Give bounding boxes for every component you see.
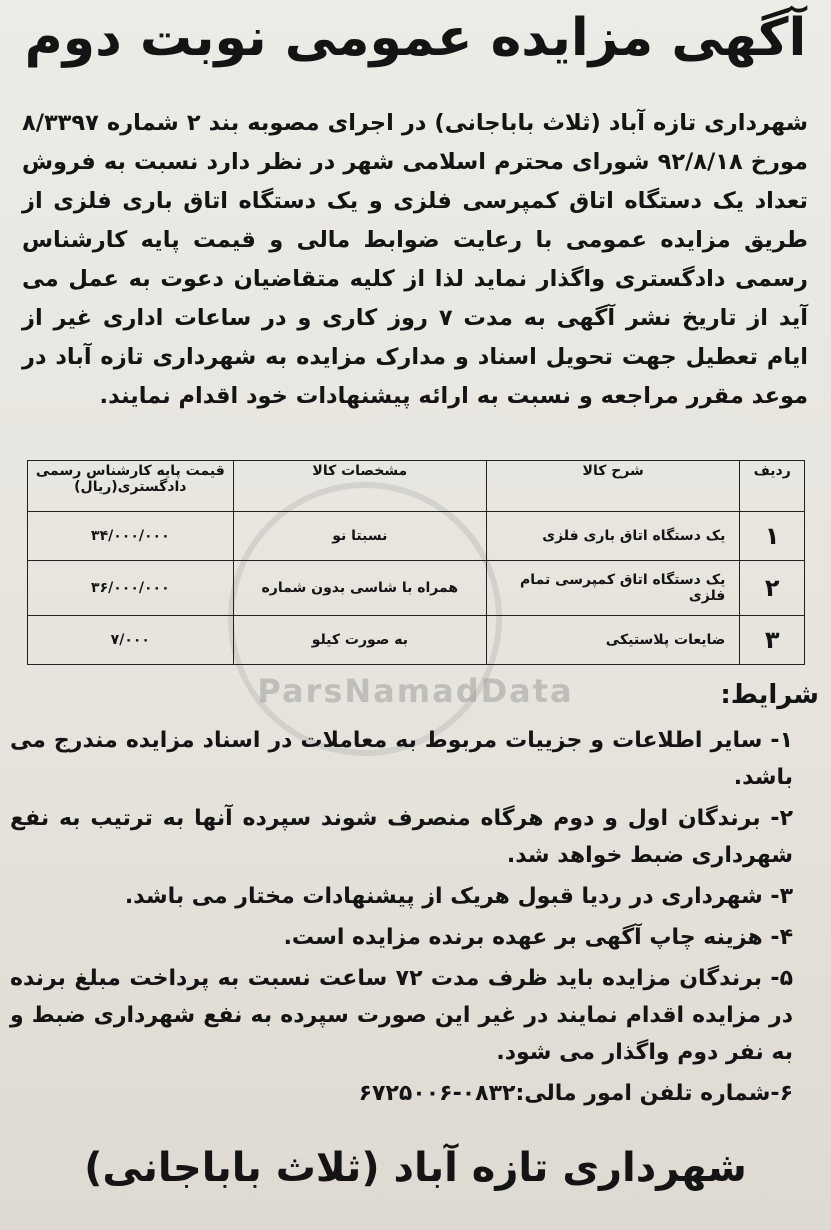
row-price: ۳۴/۰۰۰/۰۰۰ bbox=[28, 512, 234, 561]
row-description: یک دستگاه اتاق کمپرسی تمام فلزی bbox=[487, 561, 740, 616]
municipality-signature: شهرداری تازه آباد (ثلاث باباجانی) bbox=[84, 1145, 747, 1191]
header-specs: مشخصات کالا bbox=[233, 461, 486, 512]
conditions-heading: شرایط: bbox=[720, 680, 819, 710]
condition-item: ۵- برندگان مزایده باید ظرف مدت ۷۲ ساعت نسبت به پرداخت مبلغ برنده در مزایده اقدام نمایند در غیر این صورت سپرده به نفع شهرداری ضبط و به نفر دوم واگذار می شود. bbox=[10, 966, 794, 1065]
condition-item: ۶-شماره تلفن امور مالی:۰۸۳۲-۶۷۲۵۰۰۶ bbox=[358, 1081, 793, 1106]
conditions-list bbox=[10, 722, 793, 1116]
row-specs: همراه با شاسی بدون شماره bbox=[233, 561, 486, 616]
notice-intro-paragraph: شهرداری تازه آباد (ثلاث باباجانی) در اجرای مصوبه بند ۲ شماره ۸/۳۳۹۷ مورخ ۹۲/۸/۱۸ شورای محترم اسلامی شهر در نظر دارد نسبت به فروش تعداد یک دستگاه اتاق کمپرسی فلزی و یک دستگاه اتاق باری فلزی از طریق مزایده عمومی با رعایت ضوابط مالی و قیمت پایه کارشناس رسمی دادگستری واگذار نماید لذا از کلیه متقاضیان دعوت به عمل می آید از تاریخ نشر آگهی به مدت ۷ روز کاری و در ساعات اداری غیر از ایام تعطیل جهت تحویل اسناد و مدارک مزایده به شهرداری تازه آباد در موعد مقرر مراجعه و نسبت به ارائه پیشنهادات خود اقدام نمایند. bbox=[22, 110, 809, 409]
header-description: شرح کالا bbox=[487, 461, 740, 512]
row-price: ۳۶/۰۰۰/۰۰۰ bbox=[28, 561, 234, 616]
row-specs: به صورت کیلو bbox=[233, 615, 486, 664]
table-row bbox=[28, 615, 805, 664]
row-number: ۳ bbox=[740, 615, 805, 664]
table-header-row bbox=[28, 461, 805, 512]
condition-item: ۲- برندگان اول و دوم هرگاه منصرف شوند سپرده آنها به ترتیب به نفع شهرداری ضبط خواهد شد. bbox=[10, 806, 793, 868]
condition-item: ۱- سایر اطلاعات و جزییات مربوط به معاملات در اسناد مزایده مندرج می باشد. bbox=[10, 728, 793, 790]
watermark-text: ParsNamadData bbox=[257, 672, 574, 710]
condition-item: ۳- شهرداری در ردیا قبول هریک از پیشنهادات مختار می باشد. bbox=[124, 884, 793, 909]
row-specs: نسبتا نو bbox=[233, 512, 486, 561]
table-row bbox=[28, 512, 805, 561]
notice-title: آگهی مزایده عمومی نوبت دوم bbox=[24, 8, 807, 68]
row-description: ضایعات پلاستیکی bbox=[487, 615, 740, 664]
row-number: ۲ bbox=[740, 561, 805, 616]
row-description: یک دستگاه اتاق باری فلزی bbox=[487, 512, 740, 561]
condition-item: ۴- هزینه چاپ آگهی بر عهده برنده مزایده است. bbox=[283, 925, 793, 950]
table-row bbox=[28, 561, 805, 616]
row-number: ۱ bbox=[740, 512, 805, 561]
header-price: قیمت پایه کارشناس رسمی دادگستری(ریال) bbox=[28, 461, 234, 512]
header-row-number: ردیف bbox=[740, 461, 805, 512]
items-table bbox=[27, 460, 805, 665]
row-price: ۷/۰۰۰ bbox=[28, 615, 234, 664]
